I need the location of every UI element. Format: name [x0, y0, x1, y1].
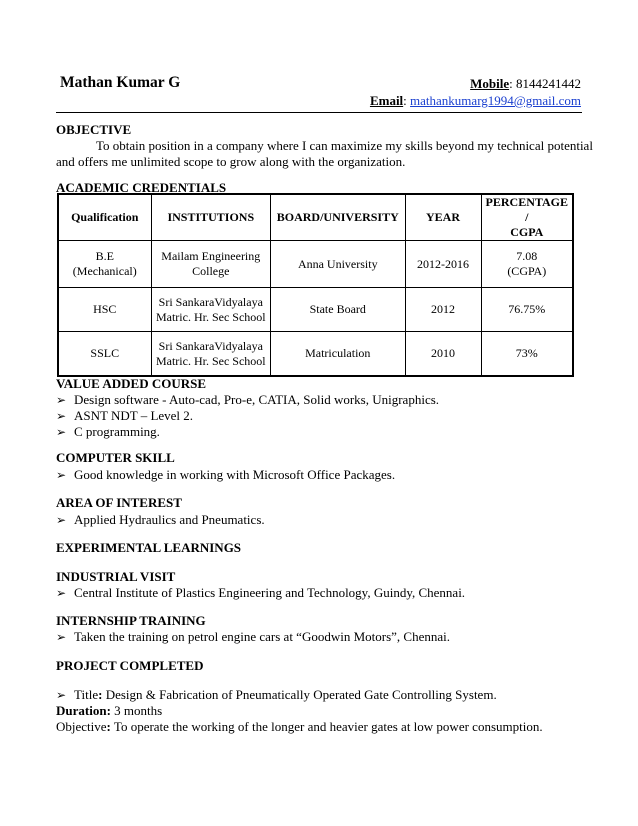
objective-sep: : [106, 719, 111, 734]
objective-detail: To operate the working of the longer and heavier gates at low power consumption. [110, 719, 543, 734]
arrow-bullet-icon: ➢ [56, 409, 67, 423]
col-percentage [481, 194, 573, 241]
duration-label: Duration [56, 703, 107, 718]
list-item [56, 512, 265, 528]
project-duration [56, 703, 162, 719]
table-row [58, 288, 573, 332]
list-item-text: ASNT NDT – Level 2. [74, 408, 194, 423]
cell-board: Matriculation [271, 332, 405, 377]
cell-institution [151, 288, 270, 332]
cell-line: College [192, 264, 230, 278]
arrow-bullet-icon: ➢ [56, 688, 67, 702]
objective-heading: OBJECTIVE [56, 122, 132, 137]
cell-percentage: 73% [481, 332, 573, 377]
cell-board: Anna University [271, 241, 405, 288]
arrow-bullet-icon: ➢ [56, 425, 67, 439]
objective-line-1: To obtain position in a company where I can maximize my skills beyond my technical potential [96, 138, 593, 153]
cell-line: (CGPA) [507, 264, 547, 278]
list-item-text: Good knowledge in working with Microsoft Office Packages. [74, 467, 396, 482]
mobile-label: Mobile [470, 76, 510, 91]
list-item-text: Applied Hydraulics and Pneumatics. [74, 512, 265, 527]
cell-line: Sri SankaraVidyalaya [158, 294, 263, 309]
computer-skill-heading: COMPUTER SKILL [56, 450, 175, 465]
email-label: Email [369, 93, 404, 108]
arrow-bullet-icon: ➢ [56, 630, 67, 644]
table-row [58, 241, 573, 288]
project-objective [56, 719, 543, 735]
industrial-visit-heading: INDUSTRIAL VISIT [56, 569, 176, 584]
cell-line: Sri SankaraVidyalaya [158, 338, 263, 353]
cell-percentage [481, 241, 573, 288]
project-title [56, 687, 497, 703]
project-title-label: Title [74, 687, 99, 702]
interest-heading: AREA OF INTEREST [56, 495, 182, 510]
internship-heading: INTERNSHIP TRAINING [56, 613, 206, 628]
list-item [56, 467, 395, 483]
mobile-number: : 8144241442 [509, 76, 581, 91]
header-divider [56, 112, 582, 113]
experimental-heading: EXPERIMENTAL LEARNINGS [56, 540, 242, 555]
col-qualification: Qualification [58, 194, 151, 241]
list-item-text: Design software - Auto-cad, Pro-e, CATIA, Solid works, Unigraphics. [74, 392, 440, 407]
cell-qualification: SSLC [58, 332, 151, 377]
cell-institution [151, 241, 270, 288]
project-title-sep: : [98, 687, 103, 702]
list-item-text: Central Institute of Plastics Engineering and Technology, Guindy, Chennai. [74, 585, 466, 600]
project-title-text: Design & Fabrication of Pneumatically Operated Gate Controlling System. [102, 687, 497, 702]
table-row [58, 332, 573, 377]
email-sep: : [403, 93, 411, 108]
arrow-bullet-icon: ➢ [56, 513, 67, 527]
list-item-text: Taken the training on petrol engine cars at “Goodwin Motors”, Chennai. [74, 629, 450, 644]
academic-table [57, 193, 574, 377]
cell-line: Matric. Hr. Sec School [155, 353, 266, 368]
objective-label: Objective [56, 719, 107, 734]
mobile-line [470, 76, 581, 92]
col-year: YEAR [405, 194, 481, 241]
arrow-bullet-icon: ➢ [56, 468, 67, 482]
list-item [56, 408, 193, 424]
table-header-row [58, 194, 573, 241]
cell-line: 7.08 [516, 249, 538, 263]
list-item [56, 392, 439, 408]
list-item-text: C programming. [74, 424, 160, 439]
cell-percentage: 76.75% [481, 288, 573, 332]
email-link[interactable]: mathankumarg1994@gmail.com [410, 93, 581, 108]
duration-sep: : [106, 703, 111, 718]
cell-year: 2012 [405, 288, 481, 332]
cell-qualification [58, 241, 151, 288]
academic-heading: ACADEMIC CREDENTIALS [56, 180, 227, 195]
list-item [56, 585, 465, 601]
cell-line: (Mechanical) [72, 264, 137, 278]
objective-text [56, 138, 593, 170]
arrow-bullet-icon: ➢ [56, 393, 67, 407]
cell-year: 2012-2016 [405, 241, 481, 288]
col-percentage-line2: CGPA [510, 225, 544, 239]
col-institutions: INSTITUTIONS [151, 194, 270, 241]
cell-line: B.E [95, 249, 114, 263]
arrow-bullet-icon: ➢ [56, 586, 67, 600]
col-board: BOARD/UNIVERSITY [271, 194, 405, 241]
cell-year: 2010 [405, 332, 481, 377]
cell-line: Mailam Engineering [161, 249, 261, 263]
col-percentage-line1: PERCENTAGE / [485, 195, 568, 224]
cell-board: State Board [271, 288, 405, 332]
email-line [370, 93, 581, 109]
cell-qualification: HSC [58, 288, 151, 332]
duration-text: 3 months [110, 703, 163, 718]
value-added-heading: VALUE ADDED COURSE [56, 376, 207, 391]
project-heading: PROJECT COMPLETED [56, 658, 204, 673]
cell-institution [151, 332, 270, 377]
objective-line-2: and offers me unlimited scope to grow along with the organization. [56, 154, 406, 169]
candidate-name: Mathan Kumar G [60, 74, 181, 91]
list-item [56, 629, 450, 645]
list-item [56, 424, 160, 440]
cell-line: Matric. Hr. Sec School [155, 309, 266, 324]
